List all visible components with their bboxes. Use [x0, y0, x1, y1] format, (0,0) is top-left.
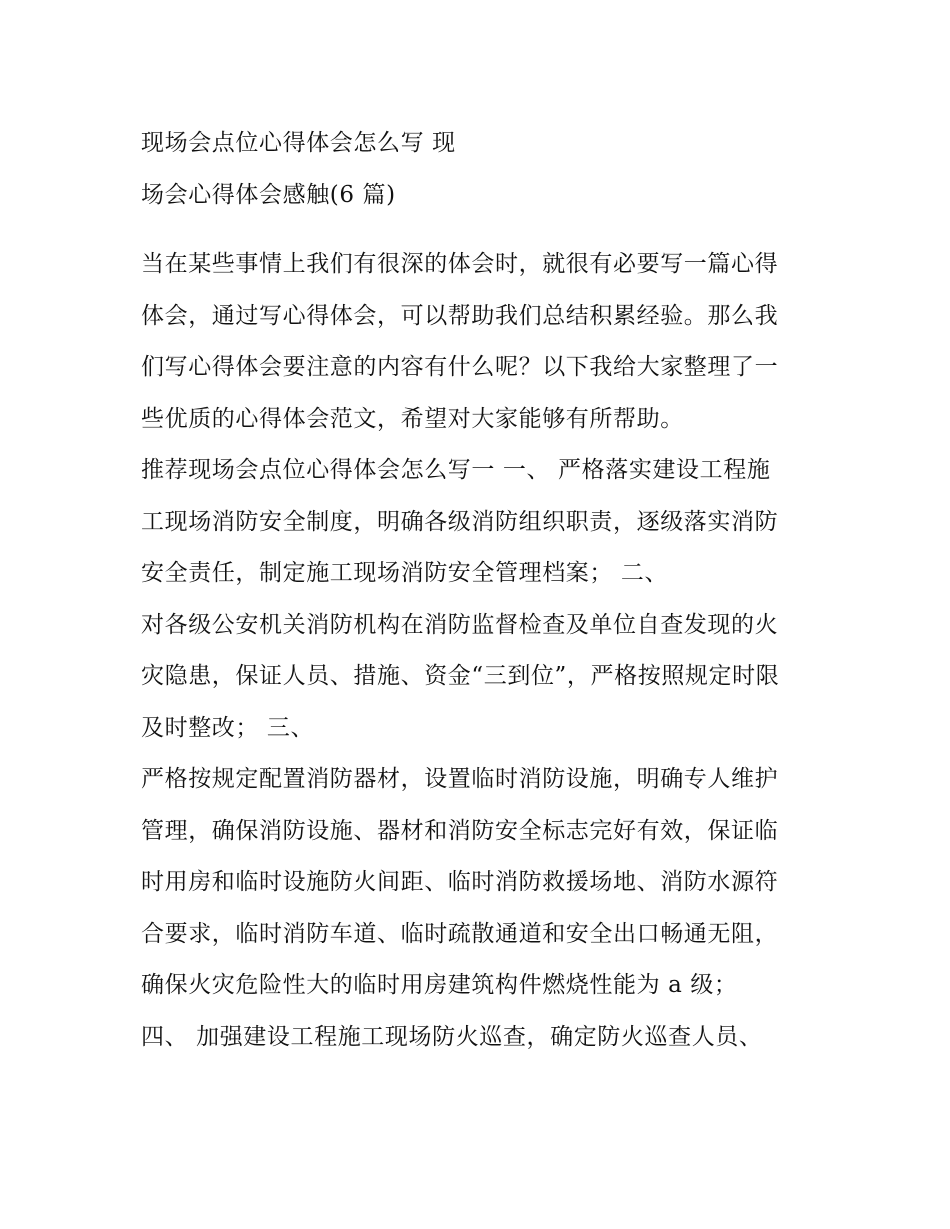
- body-line: 安全责任，制定施工现场消防安全管理档案； 二、: [141, 560, 669, 586]
- body-line: 体会，通过写心得体会，可以帮助我们总结积累经验。那么我: [141, 302, 779, 329]
- body-line: 推荐现场会点位心得体会怎么写一 一、 严格落实建设工程施: [141, 457, 771, 483]
- title-line: 场会心得体会感触(6 篇): [141, 181, 396, 208]
- body-line: 工现场消防安全制度，明确各级消防组织职责，逐级落实消防: [141, 508, 779, 535]
- body-line: 灾隐患，保证人员、措施、资金“三到位”，严格按照规定时限: [141, 663, 780, 689]
- body-line: 及时整改； 三、: [141, 714, 315, 741]
- body-line: 对各级公安机关消防机构在消防监督检查及单位自查发现的火: [141, 611, 779, 638]
- body-line: 们写心得体会要注意的内容有什么呢？以下我给大家整理了一: [141, 354, 779, 380]
- body-line: 时用房和临时设施防火间距、临时消防救援场地、消防水源符: [141, 869, 779, 895]
- title-line: 现场会点位心得体会怎么写 现: [141, 130, 456, 156]
- body-line: 严格按规定配置消防器材，设置临时消防设施，明确专人维护: [141, 766, 779, 792]
- document-body: [141, 239, 813, 1063]
- body-line: 合要求，临时消防车道、临时疏散通道和安全出口畅通无阻，: [141, 920, 779, 947]
- body-line: 当在某些事情上我们有很深的体会时，就很有必要写一篇心得: [141, 251, 779, 277]
- document-page: [141, 118, 813, 1063]
- body-line: 确保火灾危险性大的临时用房建筑构件燃烧性能为 a 级；: [141, 972, 738, 998]
- body-line: 四、 加强建设工程施工现场防火巡查，确定防火巡查人员、: [141, 1023, 763, 1050]
- body-line: 些优质的心得体会范文，希望对大家能够有所帮助。: [141, 405, 684, 432]
- document-title: [141, 118, 813, 221]
- body-line: 管理，确保消防设施、器材和消防安全标志完好有效，保证临: [141, 817, 779, 844]
